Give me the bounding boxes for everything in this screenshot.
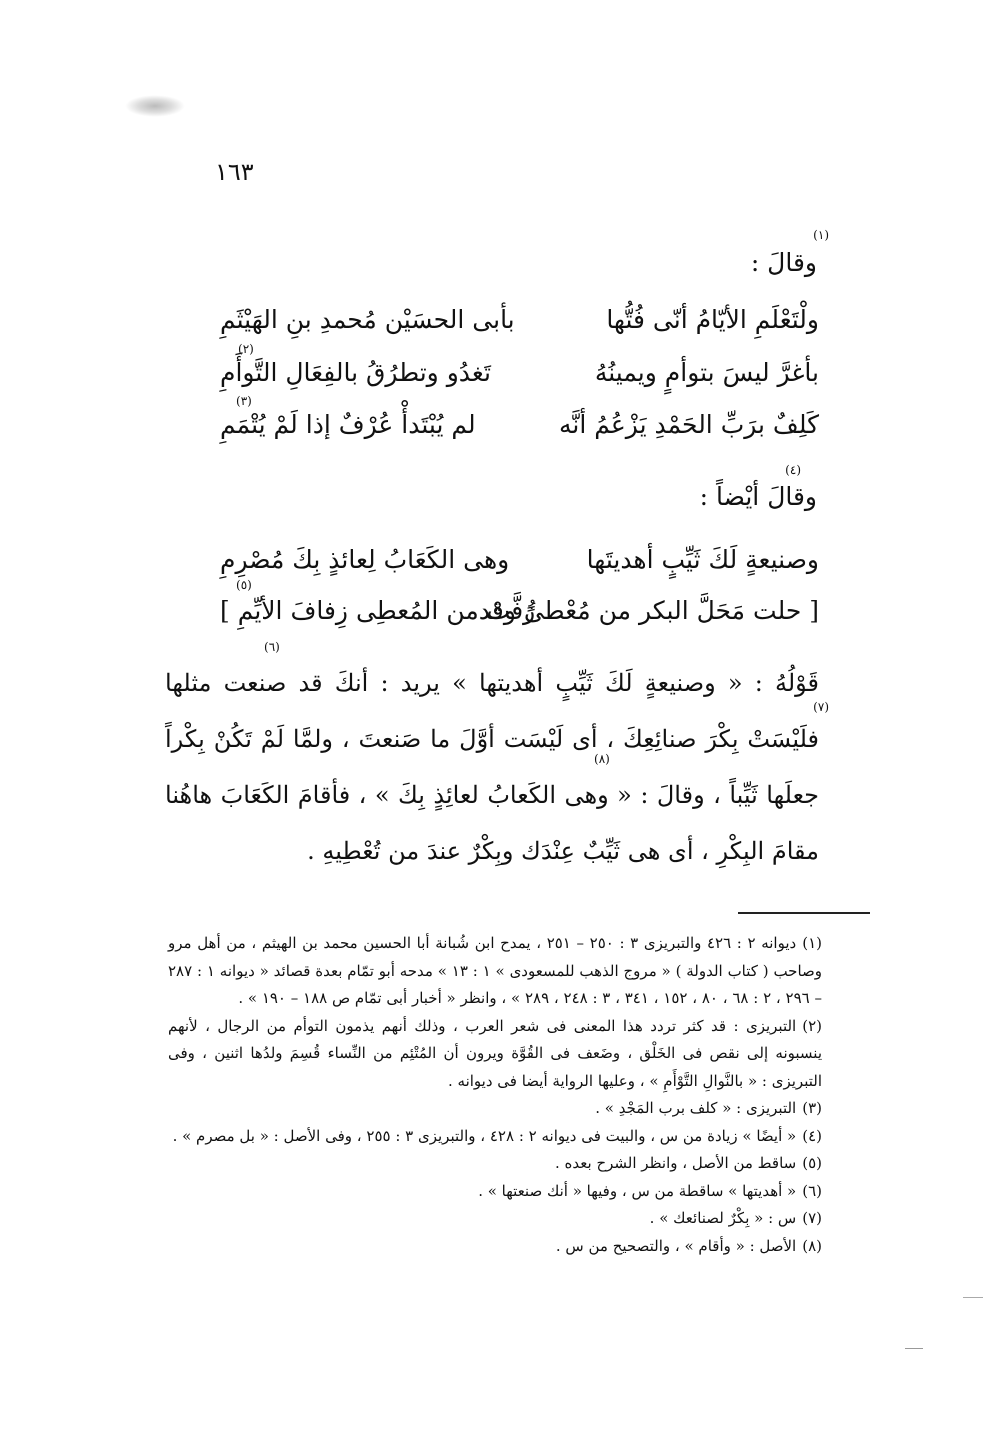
scan-artifact <box>125 95 185 117</box>
footnote-item <box>168 1123 822 1151</box>
footnote-number: (٨) <box>802 1236 822 1255</box>
verse-hemistich: لم يُبْتَدأْ عُرْفٌ إذا لَمْ يُتْمَمِ <box>220 410 476 439</box>
footnote-text: التبريزى : قد كثر تردد هذا المعنى فى شعر العرب ، وذلك أنهم يذمون التوأم من الرجال ، لأنهم ينسبونه إلى نقص فى الخَلْق ، وضَعف فى القُوَّة ويرون أن المُتْئِم من النِّساء قُسِمَ ولدُها اثنين ، وفى التبريزى : « بالنَّوالِ التَّوْأَمِ » ، وعليها الرواية أيضا فى ديوانه . <box>168 1016 822 1090</box>
footnote-number: (٧) <box>802 1209 822 1227</box>
footnote-number: (٢) <box>802 1016 822 1035</box>
verse-line <box>220 358 819 404</box>
footnote-ref: (٣) <box>236 394 252 408</box>
footnote-ref: (٨) <box>594 752 610 766</box>
footnote-text: « أهديتها » ساقطة من س ، وفيها « أنك صنعتها » . <box>478 1181 797 1200</box>
footnote-number: (٣) <box>802 1099 822 1117</box>
commentary-paragraph <box>165 655 819 879</box>
footnote-number: (٦) <box>802 1181 822 1200</box>
footnote-text: ديوانه ٢ : ٤٢٦ والتبريزى ٣ : ٢٥٠ – ٢٥١ ، يمدح ابن شُبانة أبا الحسين محمد بن الهيثم ، من أهل مرو وصاحب ( كتاب الدولة ) « مروج الذهب للمسعودى » ١ : ١٣ » مدحه أبو تمّام بعدة قصائد « ديوانه ١ : ٢٨٧ – ٢٩٦ ، ٢ : ٦٨ ، ٨٠ ، ١٥٢ ، ٣٤١ ، ٣ : ٢٤٨ ، ٢٨٩ » ، وانظر « أخبار أبى تمّام ص ١٨٨ – ١٩٠ » . <box>168 934 822 1007</box>
footnote-ref: (٢) <box>238 342 254 356</box>
verse-line <box>220 410 819 456</box>
footnote-ref: (١) <box>813 228 829 242</box>
footnote-text: الأصل : « وأقام » ، والتصحيح من س . <box>555 1236 797 1255</box>
verse-line <box>220 305 819 351</box>
footnote-item <box>168 1178 822 1206</box>
verse-hemistich: ولْتَعْلَمِ الأيّامُ أنّى فُتُّها <box>606 305 819 334</box>
footnote-item <box>168 1013 822 1096</box>
footnote-separator <box>738 912 870 914</box>
section-heading: وقالَ أيْضاً : <box>699 482 817 511</box>
footnote-item <box>168 1205 822 1233</box>
verse-line <box>220 596 819 642</box>
footnote-text: « أيضًا » زيادة من س ، والبيت فى ديوانه ٢ : ٤٢٨ ، والتبريزى ٣ : ٢٥٥ ، وفى الأصل : « بل مصرم » . <box>172 1126 797 1145</box>
footnote-text: ساقط من الأصل ، وانظر الشرح بعده . <box>555 1154 797 1172</box>
footnotes <box>168 930 822 1260</box>
section-heading: وقالَ : <box>750 248 817 277</box>
verse-hemistich: وصنيعةٍ لَكَ ثَيِّبٍ أهديتَها <box>586 545 819 574</box>
verse-hemistich: تَغدُو وتطرُقُ بالفِعَالِ التَّوأَمِ <box>220 358 491 387</box>
verse-hemistich: بأبى الحسَيْن مُحمدِ بنِ الهَيْثَمِ <box>220 305 515 334</box>
footnote-text: س : « بِكْرٌ لصنائعك » . <box>649 1209 797 1227</box>
footnote-ref: (٧) <box>813 700 829 714</box>
commentary-text: قَوْلُهُ : « وصنيعةٍ لَكَ ثَيِّبٍ أهديتها » يريد : أنكَ قد صنعت مثلها فلَيْسَتْ بِكْرَ صنائِعِكَ ، أى لَيْسَت أوَّلَ ما صَنعتَ ، ولمَّا لَمْ تَكُنْ بِكْراً جعلَها ثَيِّباً ، وقالَ : « وهى الكَعابُ لعائِذٍ بِكَ » ، فأقامَ الكَعَابَ هاهُنا مقامَ البِكْرِ ، أى هى ثَيِّبٌ عِنْدَك وبِكْرٌ عندَ من تُعْطِيهِ . <box>165 669 819 865</box>
verse-hemistich: وهى الكَعَابُ لِعائذٍ بِكَ مُصْرِمِ <box>220 545 510 574</box>
footnote-ref: (٤) <box>785 463 801 477</box>
footnote-item <box>168 930 822 1013</box>
footnote-item <box>168 1150 822 1178</box>
footnote-number: (٤) <box>802 1126 822 1145</box>
verse-hemistich: كَلِفٌ برَبِّ الحَمْدِ يَزْعُمُ أنَّه <box>558 410 819 439</box>
footnote-item <box>168 1233 822 1261</box>
footnote-text: التبريزى : « كلف برب المَجْدِ » . <box>595 1099 797 1117</box>
verse-hemistich: زُفَّتْ من المُعطِى زِفافَ الأيِّمِ ] <box>220 596 536 625</box>
footnote-item <box>168 1095 822 1123</box>
page-number: ١٦٣ <box>215 158 254 186</box>
footnote-ref: (٦) <box>264 640 280 654</box>
footnote-ref: (٥) <box>236 578 252 592</box>
footnote-number: (٥) <box>802 1154 822 1172</box>
scan-artifact <box>905 1348 923 1349</box>
verse-hemistich: [ حلت مَحَلَّ البكر من مُعْطىً وقد <box>478 596 819 625</box>
scan-artifact <box>963 1297 983 1298</box>
verse-hemistich: بأغرَّ ليسَ بتوأمٍ ويمينُهُ <box>594 358 819 387</box>
footnote-number: (١) <box>802 934 822 952</box>
verse-line <box>220 545 819 591</box>
